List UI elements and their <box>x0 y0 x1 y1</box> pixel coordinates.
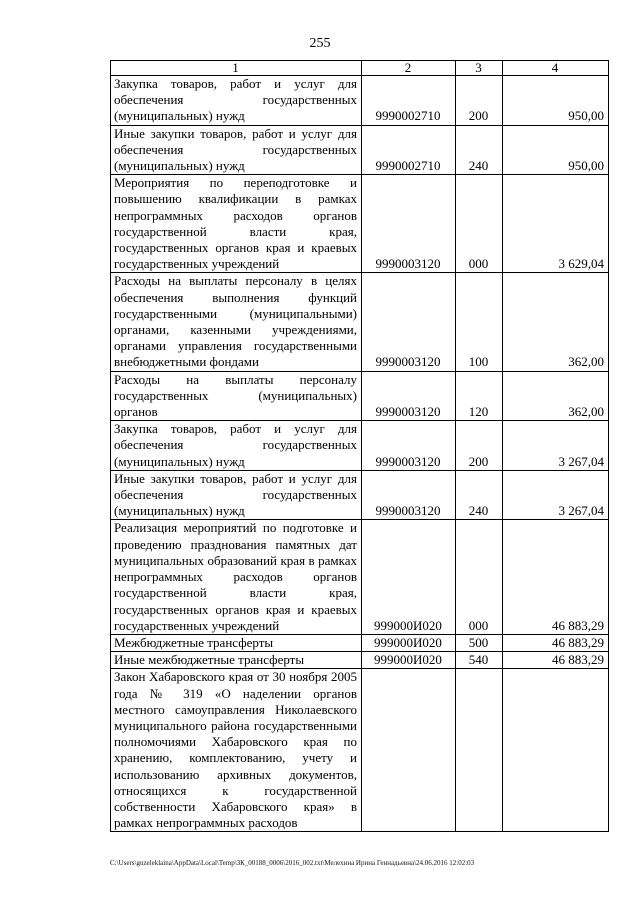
row-code: 9990003120 <box>362 175 456 273</box>
row-code: 999000И020 <box>362 520 456 634</box>
table-row <box>111 371 609 421</box>
row-amount: 362,00 <box>503 371 609 421</box>
row-type: 540 <box>456 652 503 669</box>
row-amount: 46 883,29 <box>503 520 609 634</box>
row-name: Расходы на выплаты персоналу государственных (муниципальных) органов <box>111 371 362 421</box>
table-row <box>111 652 609 669</box>
row-name: Закон Хабаровского края от 30 ноября 2005 года № 319 «О наделении органов местного самоуправления Николаевского муниципального района государственными полномочиями Хабаровского края по хранению, комплектованию, учету и использованию архивных документов, относящихся к государственной собственности Хабаровского края» в рамках непрограммных расходов <box>111 669 362 832</box>
row-amount: 950,00 <box>503 76 609 126</box>
row-name: Реализация мероприятий по подготовке и проведению празднования памятных дат муниципальных образований края в рамках непрограммных расходов органов государственной власти края, государственных органов края и краевых государственных учреждений <box>111 520 362 634</box>
page-number: 255 <box>309 36 331 51</box>
row-code: 999000И020 <box>362 652 456 669</box>
row-amount: 3 267,04 <box>503 470 609 520</box>
table-row <box>111 125 609 175</box>
row-code: 9990003120 <box>362 421 456 471</box>
row-type: 500 <box>456 634 503 651</box>
row-amount: 46 883,29 <box>503 634 609 651</box>
row-amount: 362,00 <box>503 273 609 371</box>
row-type: 100 <box>456 273 503 371</box>
row-code: 9990003120 <box>362 273 456 371</box>
row-type <box>456 669 503 832</box>
row-name: Мероприятия по переподготовке и повышению квалификации в рамках непрограммных расходов органов государственной власти края, государственных органов края и краевых государственных учреждений <box>111 175 362 273</box>
table-header-row <box>111 61 609 76</box>
table-row <box>111 669 609 832</box>
row-type: 240 <box>456 125 503 175</box>
column-header-code: 2 <box>362 61 456 76</box>
table-row <box>111 421 609 471</box>
column-header-name: 1 <box>111 61 362 76</box>
row-code: 9990002710 <box>362 76 456 126</box>
row-amount: 3 267,04 <box>503 421 609 471</box>
row-code: 9990002710 <box>362 125 456 175</box>
row-amount <box>503 669 609 832</box>
column-header-type: 3 <box>456 61 503 76</box>
budget-table <box>110 60 609 832</box>
row-type: 240 <box>456 470 503 520</box>
row-type: 200 <box>456 76 503 126</box>
row-name: Иные закупки товаров, работ и услуг для обеспечения государственных (муниципальных) нужд <box>111 125 362 175</box>
row-type: 000 <box>456 175 503 273</box>
row-name: Межбюджетные трансферты <box>111 634 362 651</box>
row-name: Расходы на выплаты персоналу в целях обеспечения выполнения функций государственными (муниципальными) органами, казенными учреждениями, органами управления государственными внебюджетными фондами <box>111 273 362 371</box>
row-name: Закупка товаров, работ и услуг для обеспечения государственных (муниципальных) нужд <box>111 421 362 471</box>
table-row <box>111 470 609 520</box>
table-row <box>111 76 609 126</box>
row-code <box>362 669 456 832</box>
row-amount: 950,00 <box>503 125 609 175</box>
table-row <box>111 175 609 273</box>
table-row <box>111 273 609 371</box>
row-amount: 3 629,04 <box>503 175 609 273</box>
row-name: Закупка товаров, работ и услуг для обеспечения государственных (муниципальных) нужд <box>111 76 362 126</box>
row-name: Иные закупки товаров, работ и услуг для обеспечения государственных (муниципальных) нужд <box>111 470 362 520</box>
row-type: 120 <box>456 371 503 421</box>
row-amount: 46 883,29 <box>503 652 609 669</box>
row-type: 200 <box>456 421 503 471</box>
row-type: 000 <box>456 520 503 634</box>
row-name: Иные межбюджетные трансферты <box>111 652 362 669</box>
table-row <box>111 520 609 634</box>
table-row <box>111 634 609 651</box>
column-header-amount: 4 <box>503 61 609 76</box>
row-code: 999000И020 <box>362 634 456 651</box>
row-code: 9990003120 <box>362 470 456 520</box>
file-path-footer: C:\Users\guzeleklaina\AppData\Local\Temp\ЗК_00188_0006\2016_002.txt\Мелехина Ирина Геннадьевна\24.06.2016 12:02:03 <box>110 859 475 867</box>
row-code: 9990003120 <box>362 371 456 421</box>
